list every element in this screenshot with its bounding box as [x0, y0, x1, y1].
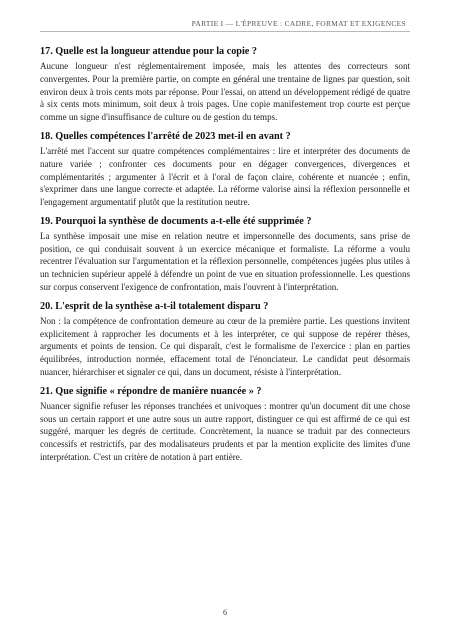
qa-section-17 — [40, 45, 410, 123]
page-content — [40, 45, 410, 470]
qa-section-20 — [40, 300, 410, 378]
answer-paragraph: L'arrêté met l'accent sur quatre compétences complémentaires : lire et interpréter des documents de nature variée ; confronter ces documents pour en dégager convergences, divergences et complémentarités ; argumenter à l'écrit et à l'oral de façon claire, cohérente et nuancée ; enfin, s'exprimer dans une langue correcte et adaptée. La réforme valorise ainsi la réflexion personnelle et l'engagement argumentatif plutôt que la restitution neutre. — [40, 146, 410, 207]
question-heading: 21. Que signifie « répondre de manière nuancée » ? — [40, 385, 262, 397]
question-heading: 19. Pourquoi la synthèse de documents a-t-elle été supprimée ? — [40, 215, 312, 227]
answer-paragraph: La synthèse imposait une mise en relation neutre et impersonnelle des documents, sans prise de position, ce qui conduisait souvent à un exercice mécanique et formaliste. La réforme a voulu recentrer l'évaluation sur l'argumentation et la réflexion personnelle, compétences jugées plus utiles à un technicien supérieur appelé à défendre un point de vue en situation professionnelle. Les questions sur corpus conservent l'exigence de confrontation, mais l'ouvrent à l'interprétation. — [40, 231, 410, 292]
running-header: PARTIE I — L'ÉPREUVE : CADRE, FORMAT ET EXIGENCES — [191, 19, 406, 28]
answer-paragraph: Aucune longueur n'est réglementairement imposée, mais les attentes des correcteurs sont convergentes. Pour la première partie, on compte en général une trentaine de lignes par question, soit environ deux à trois cents mots par réponse. Pour l'essai, on attend un développement rédigé de quatre à six cents mots minimum, soit deux à trois pages. Une copie manifestement trop courte est perçue comme un signe d'insuffisance de culture ou de gestion du temps. — [40, 61, 410, 122]
header-divider — [40, 31, 410, 32]
qa-section-18 — [40, 130, 410, 208]
answer-paragraph: Non : la compétence de confrontation demeure au cœur de la première partie. Les questions invitent explicitement à rapprocher les documents et à les interpréter, ce qui suppose de repérer thèses, arguments et points de tension. Ce qui disparaît, c'est le formalisme de l'exercice : plan en parties équilibrées, introduction normée, effacement total de l'énonciateur. Le candidat peut désormais nuancer, hiérarchiser et signaler ce qui, dans un document, résiste à l'interprétation. — [40, 316, 410, 377]
question-heading: 20. L'esprit de la synthèse a-t-il totalement disparu ? — [40, 300, 269, 312]
question-heading: 17. Quelle est la longueur attendue pour la copie ? — [40, 46, 257, 57]
answer-paragraph: Nuancer signifie refuser les réponses tranchées et univoques : montrer qu'un document dit une chose sous un certain rapport et une autre sous un autre rapport, distinguer ce qui est affirmé de ce qui est suggéré, marquer les degrés de certitude. Concrètement, la nuance se traduit par des connecteurs concessifs et restrictifs, par des modalisateurs prudents et par la mention explicite des limites d'une interprétation. C'est un critère de notation à part entière. — [40, 401, 410, 462]
qa-section-19 — [40, 215, 410, 293]
question-heading: 18. Quelles compétences l'arrêté de 2023 met-il en avant ? — [40, 130, 291, 142]
qa-section-21 — [40, 385, 410, 463]
page-number: 6 — [222, 608, 228, 617]
